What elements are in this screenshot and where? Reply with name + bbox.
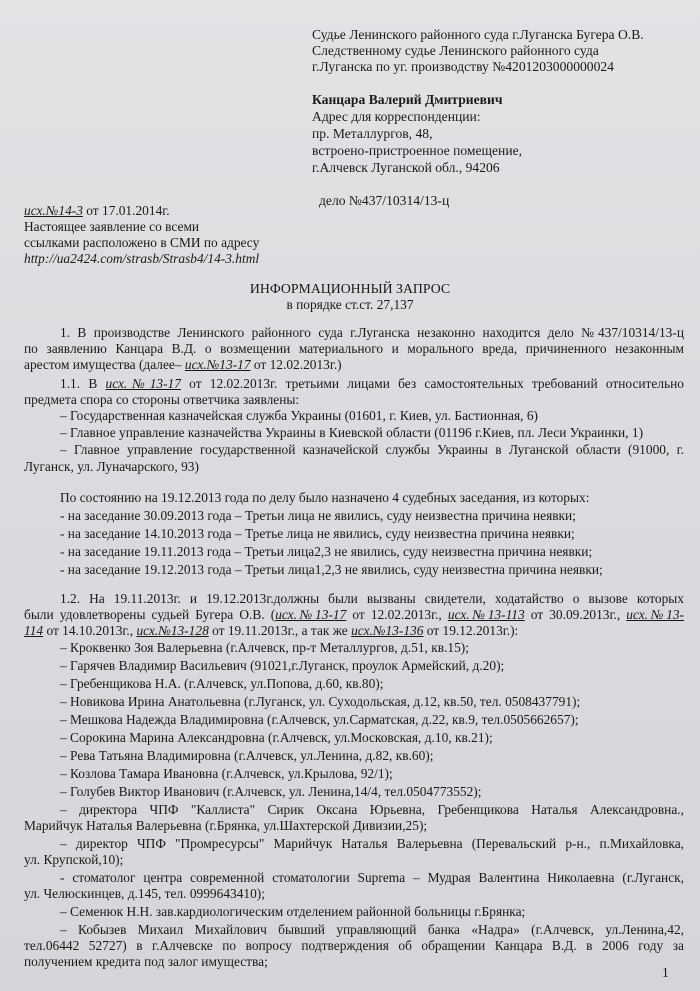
para11-line-5: – Главное управление государственной казначейской службы Украины в Луганской области (91000, г. — [60, 442, 684, 457]
kallista-line-2: Марийчук Наталья Валерьевна (г.Брянка, ул.Шахтерской Дивизии,25); — [24, 818, 428, 833]
para11-line-6: Луганск, ул. Луначарского, 93) — [24, 459, 199, 474]
para1-line-3: арестом имущества (далее– исх.№13-17 от 12.02.2013г.) — [24, 357, 342, 372]
stom-line-2: ул. Челюскинцев, д.145, тел. 0999643410); — [24, 886, 265, 901]
sender-name: Канцара Валерий Дмитриевич — [312, 92, 503, 107]
outgoing-note-1: Настоящее заявление со всеми — [24, 219, 200, 234]
sender-address-street: пр. Металлургов, 48, — [312, 126, 433, 141]
witness-item: – Голубев Виктор Иванович (г.Алчевск, ул. Ленина,14/4, тел.0504773552); — [60, 784, 482, 799]
addressee-line-3: г.Луганска по уг. производству №4201203000000024 — [312, 59, 614, 74]
ref-link[interactable]: исх.№13-17 — [275, 607, 347, 622]
ref-link[interactable]: исх.№13-17 — [184, 357, 251, 372]
outgoing-ref-link[interactable]: исх.№14-3 — [24, 203, 83, 218]
para11-line-3: – Государственная казначейская служба Украины (01601, г. Киев, ул. Бастионная, 6) — [60, 408, 538, 423]
sender-address-city: г.Алчевск Луганской обл., 94206 — [312, 160, 500, 175]
prom-line-2: ул. Крупской,10); — [24, 852, 124, 867]
kob-line-1: – Кобызев Михаил Михайлович бывший управляющий банка «Надра» (г.Алчевск, ул.Ленина,42, — [60, 922, 684, 937]
document-subtitle: в порядке ст.ст. 27,137 — [286, 297, 414, 312]
hearing-item: - на заседание 14.10.2013 года – Третье лица не явились, суду неизвестна причина неявки; — [60, 526, 575, 541]
witness-item: – Рева Татьяна Владимировна (г.Алчевск, ул.Ленина, д.82, кв.60); — [60, 748, 434, 763]
outgoing-note-2: ссылками расположено в СМИ по адресу — [24, 235, 260, 250]
witness-item: – Кроквенко Зоя Валерьевна (г.Алчевск, пр-т Металлургов, д.51, кв.15); — [60, 640, 469, 655]
para11-line-2: предмета спора со стороны ответчика заявлены: — [24, 392, 300, 407]
para1-line-1: 1. В производстве Ленинского районного суда г.Луганска незаконно находится дело №437/10314/13-ц — [60, 325, 684, 340]
outgoing-date: от 17.01.2014г. — [82, 203, 170, 218]
witness-item: – Козлова Тамара Ивановна (г.Алчевск, ул.Крылова, 92/1); — [60, 766, 393, 781]
ref-link[interactable]: исх.№13-128 — [136, 623, 209, 638]
outgoing-url[interactable]: http://ua2424.com/strasb/Strasb4/14-3.html — [24, 251, 260, 266]
para12-line-1: 1.2. На 19.11.2013г. и 19.12.2013г.должны были вызваны свидетели, ходатайство о вызове которых — [60, 591, 684, 606]
witness-item: – Гарячев Владимир Васильевич (91021,г.Луганск, проулок Армейский, д.20); — [60, 658, 505, 673]
addressee-line-2: Следственному судье Ленинского районного суда — [312, 43, 599, 58]
ref-link[interactable]: исх.№13-136 — [351, 623, 424, 638]
ref-link[interactable]: исх.№13-113 — [447, 607, 525, 622]
witness-item: – Мешкова Надежда Владимировна (г.Алчевск, ул.Сарматская, д.22, кв.9, тел.0505662657); — [60, 712, 579, 727]
outgoing-reference — [24, 203, 170, 219]
kallista-line-1: – директора ЧПФ "Каллиста" Сирик Оксана Юрьевна, Гребенщикова Наталья Александровна., — [60, 802, 684, 817]
kob-line-2: тел.06442 52727) в г.Алчевске по вопросу подтверждения об обращении Канцара В.Д. в 2006 году за — [24, 938, 684, 953]
para1-line-2: по заявлению Канцара В.Д. о возмещении материального и морального вреда, причиненного незаконным — [24, 341, 684, 356]
hearing-item: - на заседание 19.11.2013 года – Третьи лица2,3 не явились, суду неизвестна причина неявки; — [60, 544, 593, 559]
ref-link[interactable]: 114 — [24, 623, 44, 638]
stom-line-1: - стоматолог центра современной стоматологии Suprema – Мудрая Валентина Николаевна (г.Луганск, — [60, 870, 684, 885]
kob-line-3: получением кредита под залог имущества; — [24, 954, 268, 969]
document-title: ИНФОРМАЦИОННЫЙ ЗАПРОС — [249, 281, 451, 296]
witness-item: – Новикова Ирина Анатольевна (г.Луганск, ул. Суходольская, д.12, кв.50, тел. 0508437791); — [60, 694, 581, 709]
ref-link[interactable]: исх.№13- — [626, 607, 684, 622]
case-number: дело №437/10314/13-ц — [319, 193, 450, 208]
sender-address-premises: встроено-пристроенное помещение, — [312, 143, 523, 158]
para11-line-4: – Главное управление казначейства Украины в Киевской области (01196 г.Киев, пл. Леси Украинки, 1) — [60, 425, 644, 440]
semenok-line: – Семенюк Н.Н. зав.кардиологическим отделением районной больницы г.Брянка; — [60, 904, 526, 919]
addressee-line-1: Судье Ленинского районного суда г.Луганска Бугера О.В. — [312, 27, 644, 42]
ref-link[interactable]: исх.№13-17 — [105, 376, 181, 391]
prom-line-1: – директор ЧПФ "Промресурсы" Марийчук Наталья Валерьевна (Перевальский р-н., п.Михайловка, — [60, 836, 684, 851]
para12-line-2: были удовлетворены судьей Бугера О.В. (исх.№13-17 от 12.02.2013г., исх.№13-113 от 30.09.2013г., исх.№13- — [24, 607, 684, 622]
hearing-item: - на заседание 19.12.2013 года – Третьи лица1,2,3 не явились, суду неизвестна причина неявки; — [60, 562, 603, 577]
para11-line-1: 1.1. В исх.№13-17 от 12.02.2013г. третьими лицами без самостоятельных требований относительно — [60, 376, 684, 391]
page-number: 1 — [662, 965, 669, 980]
hearing-item: - на заседание 30.09.2013 года – Третьи лица не явились, суду неизвестна причина неявки; — [60, 508, 576, 523]
witness-item: – Гребенщикова Н.А. (г.Алчевск, ул.Попова, д.60, кв.80); — [60, 676, 384, 691]
hearings-intro: По состоянию на 19.12.2013 года по делу было назначено 4 судебных заседания, из которых: — [60, 490, 590, 505]
para12-line-3: 114 от 14.10.2013г., исх.№13-128 от 19.11.2013г., а так же исх.№13-136 от 19.12.2013г.): — [24, 623, 519, 638]
witness-item: – Сорокина Марина Александровна (г.Алчевск, ул.Московская, д.10, кв.21); — [60, 730, 493, 745]
sender-address-label: Адрес для корреспонденции: — [312, 109, 481, 124]
